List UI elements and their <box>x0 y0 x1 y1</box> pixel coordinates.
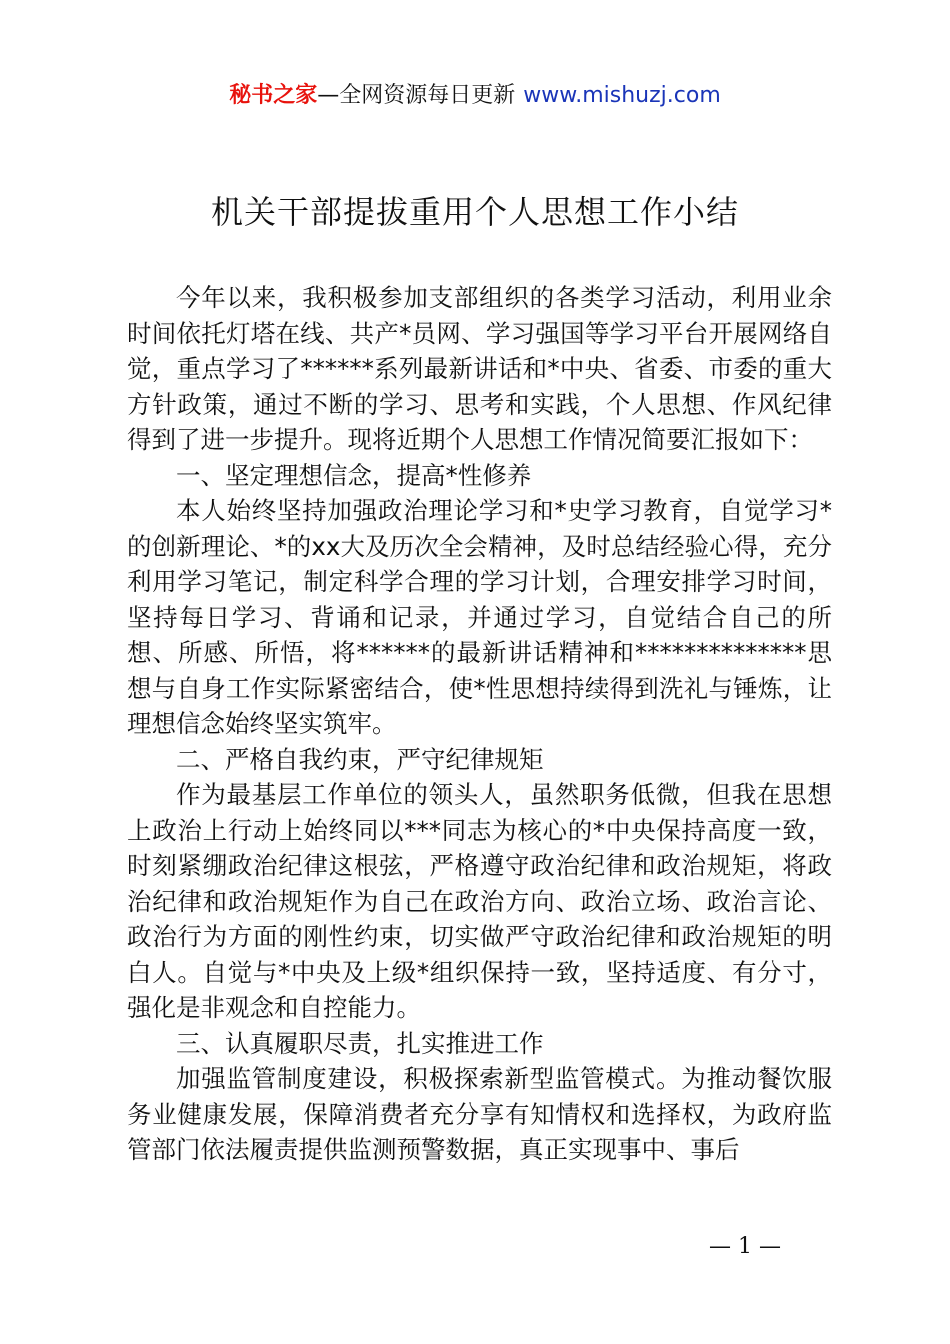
banner-slogan: 全网资源每日更新 <box>339 83 516 108</box>
document-body <box>127 280 832 1168</box>
banner-url-link[interactable]: www.mishuzj.com <box>523 83 721 108</box>
paragraph-section-2: 作为最基层工作单位的领头人，虽然职务低微，但我在思想上政治上行动上始终同以***同志为核心的*中央保持高度一致，时刻紧绷政治纪律这根弦，严格遵守政治纪律和政治规矩，将政治纪律和政治规矩作为自己在政治方向、政治立场、政治言论、政治行为方面的刚性约束，切实做严守政治纪律和政治规矩的明白人。自觉与*中央及上级*组织保持一致，坚持适度、有分寸，强化是非观念和自控能力。 <box>127 780 832 1022</box>
section-heading-2: 二、严格自我约束，严守纪律规矩 <box>176 744 544 774</box>
document-title: 机关干部提拔重用个人思想工作小结 <box>210 193 739 231</box>
page-number: — 1 — <box>709 1234 781 1259</box>
section-heading-3: 三、认真履职尽责，扎实推进工作 <box>176 1028 544 1058</box>
banner-dash: — <box>317 83 340 108</box>
paragraph-intro: 今年以来，我积极参加支部组织的各类学习活动，利用业余时间依托灯塔在线、共产*员网、学习强国等学习平台开展网络自觉，重点学习了******系列最新讲话和*中央、省委、市委的重大方针政策，通过不断的学习、思考和实践，个人思想、作风纪律得到了进一步提升。现将近期个人思想工作情况简要汇报如下： <box>127 283 832 454</box>
paragraph-section-3: 加强监管制度建设，积极探索新型监管模式。为推动餐饮服务业健康发展，保障消费者充分享有知情权和选择权，为政府监管部门依法履责提供监测预警数据，真正实现事中、事后 <box>127 1064 832 1164</box>
paragraph-section-1: 本人始终坚持加强政治理论学习和*史学习教育，自觉学习*的创新理论、*的xx大及历次全会精神，及时总结经验心得，充分利用学习笔记，制定科学合理的学习计划，合理安排学习时间，坚持每日学习、背诵和记录，并通过学习，自觉结合自己的所想、所感、所悟，将******的最新讲话精神和**************思想与自身工作实际紧密结合，使*性思想持续得到洗礼与锤炼，让理想信念始终坚实筑牢。 <box>127 496 832 738</box>
banner-brand: 秘书之家 <box>229 83 318 108</box>
site-banner <box>0 80 950 112</box>
section-heading-1: 一、坚定理想信念，提高*性修养 <box>176 460 532 490</box>
